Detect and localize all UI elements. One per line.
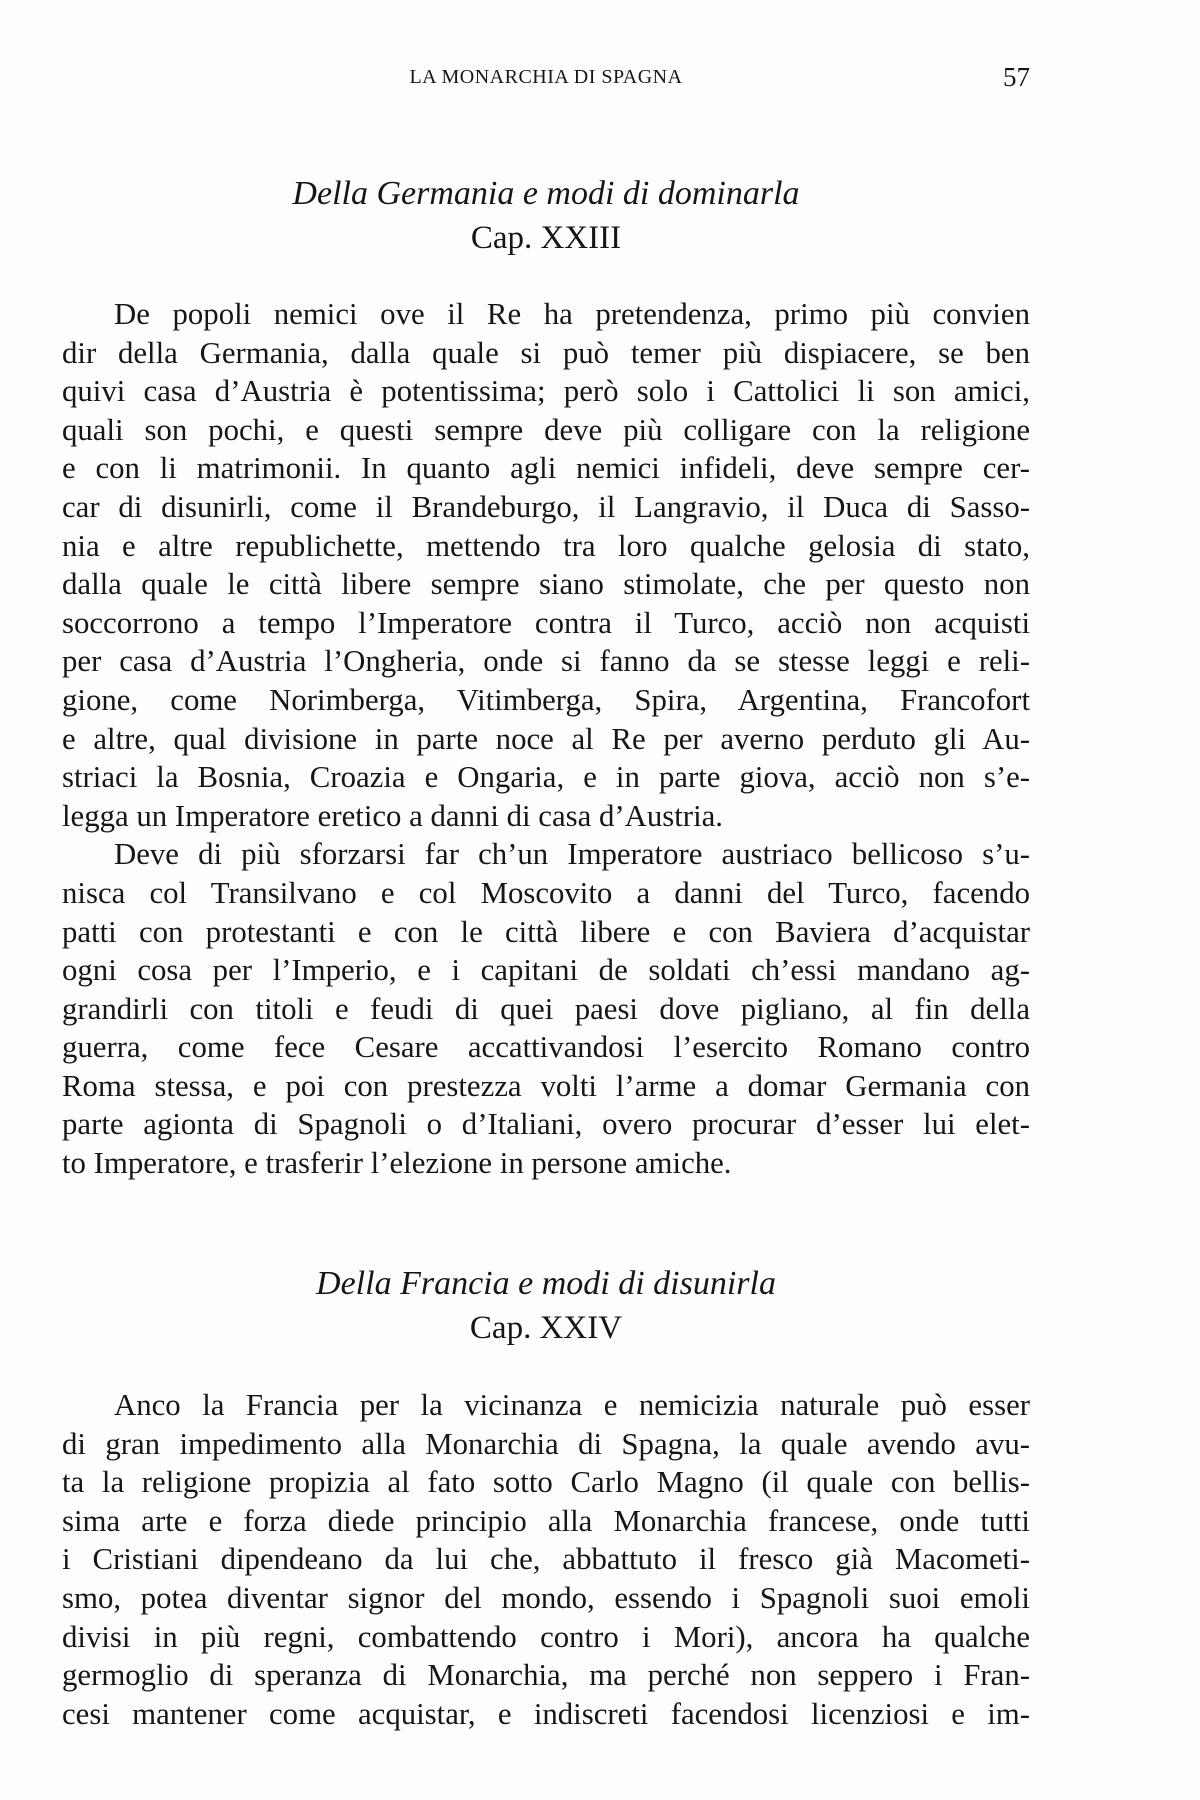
text-line: cesi mantener come acquistar, e indiscreti facendosi licenziosi e im- bbox=[62, 1696, 1030, 1731]
text-line: parte agionta di Spagnoli o d’Italiani, overo procurar d’esser lui elet- bbox=[62, 1107, 1030, 1142]
text-line: car di disunirli, come il Brandeburgo, il Langravio, il Duca di Sasso- bbox=[62, 489, 1030, 524]
text-line: e altre, qual divisione in parte noce al Re per averno perduto gli Au- bbox=[62, 721, 1030, 756]
text-line: striaci la Bosnia, Croazia e Ongaria, e in parte giova, acciò non s’e- bbox=[62, 760, 1030, 795]
text-line: sima arte e forza diede principio alla Monarchia francese, onde tutti bbox=[62, 1503, 1030, 1538]
text-line: Anco la Francia per la vicinanza e nemicizia naturale può esser bbox=[114, 1388, 1030, 1422]
text-line: di gran impedimento alla Monarchia di Spagna, la quale avendo avu- bbox=[62, 1426, 1030, 1461]
text-line: Roma stessa, e poi con prestezza volti l’arme a domar Germania con bbox=[62, 1068, 1030, 1103]
chapter-number: Cap. XXIV bbox=[469, 1310, 623, 1346]
text-line: gione, come Norimberga, Vitimberga, Spira, Argentina, Francofort bbox=[62, 682, 1030, 717]
text-line: i Cristiani dipendeano da lui che, abbattuto il fresco già Macometi- bbox=[62, 1542, 1030, 1577]
text-line: patti con protestanti e con le città libere e con Baviera d’acquistar bbox=[62, 914, 1030, 949]
text-line: quali son pochi, e questi sempre deve più colligare con la religione bbox=[62, 412, 1030, 447]
text-line: dir della Germania, dalla quale si può temer più dispiacere, se ben bbox=[62, 335, 1030, 370]
text-line: divisi in più regni, combattendo contro i Mori), ancora ha qualche bbox=[62, 1619, 1030, 1654]
text-line: nia e altre republichette, mettendo tra loro qualche gelosia di stato, bbox=[62, 528, 1030, 563]
text-line: dalla quale le città libere sempre siano stimolate, che per questo non bbox=[62, 567, 1030, 602]
running-head bbox=[62, 62, 1030, 100]
text-line: soccorrono a tempo l’Imperatore contra il Turco, acciò non acquisti bbox=[62, 605, 1030, 640]
chapter-title: Della Francia e modi di disunirla bbox=[316, 1265, 776, 1302]
page-number: 57 bbox=[1003, 62, 1030, 92]
text-line: guerra, come fece Cesare accattivandosi l’esercito Romano contro bbox=[62, 1030, 1030, 1065]
text-line: per casa d’Austria l’Ongheria, onde si fanno da se stesse leggi e reli- bbox=[62, 644, 1030, 679]
chapter-title: Della Germania e modi di dominarla bbox=[292, 175, 800, 212]
text-line: germoglio di speranza di Monarchia, ma perché non seppero i Fran- bbox=[62, 1658, 1030, 1693]
text-line: legga un Imperatore eretico a danni di casa d’Austria. bbox=[62, 798, 723, 833]
text-line: smo, potea diventar signor del mondo, essendo i Spagnoli suoi emoli bbox=[62, 1580, 1030, 1615]
text-line: e con li matrimonii. In quanto agli nemici infideli, deve sempre cer- bbox=[62, 451, 1030, 486]
text-line: De popoli nemici ove il Re ha pretendenza, primo più convien bbox=[114, 297, 1030, 331]
text-line: to Imperatore, e trasferir l’elezione in persone amiche. bbox=[62, 1146, 732, 1181]
text-line: nisca col Transilvano e col Moscovito a danni del Turco, facendo bbox=[62, 875, 1030, 910]
text-line: ogni cosa per l’Imperio, e i capitani de soldati ch’essi mandano ag- bbox=[62, 953, 1030, 988]
chapter-heading bbox=[62, 1262, 1030, 1350]
chapter-heading bbox=[62, 172, 1030, 260]
text-line: ta la religione propizia al fato sotto Carlo Magno (il quale con bellis- bbox=[62, 1465, 1030, 1500]
chapter-body bbox=[62, 1386, 1030, 1733]
chapter-body bbox=[62, 295, 1030, 1183]
text-line: Deve di più sforzarsi far ch’un Imperatore austriaco bellicoso s’u- bbox=[114, 837, 1030, 872]
chapter-number: Cap. XXIII bbox=[470, 220, 622, 256]
text-line: grandirli con titoli e feudi di quei paesi dove pigliano, al fin della bbox=[62, 991, 1030, 1026]
text-line: quivi casa d’Austria è potentissima; però solo i Cattolici li son amici, bbox=[62, 374, 1030, 409]
running-title: LA MONARCHIA DI SPAGNA bbox=[409, 66, 683, 88]
